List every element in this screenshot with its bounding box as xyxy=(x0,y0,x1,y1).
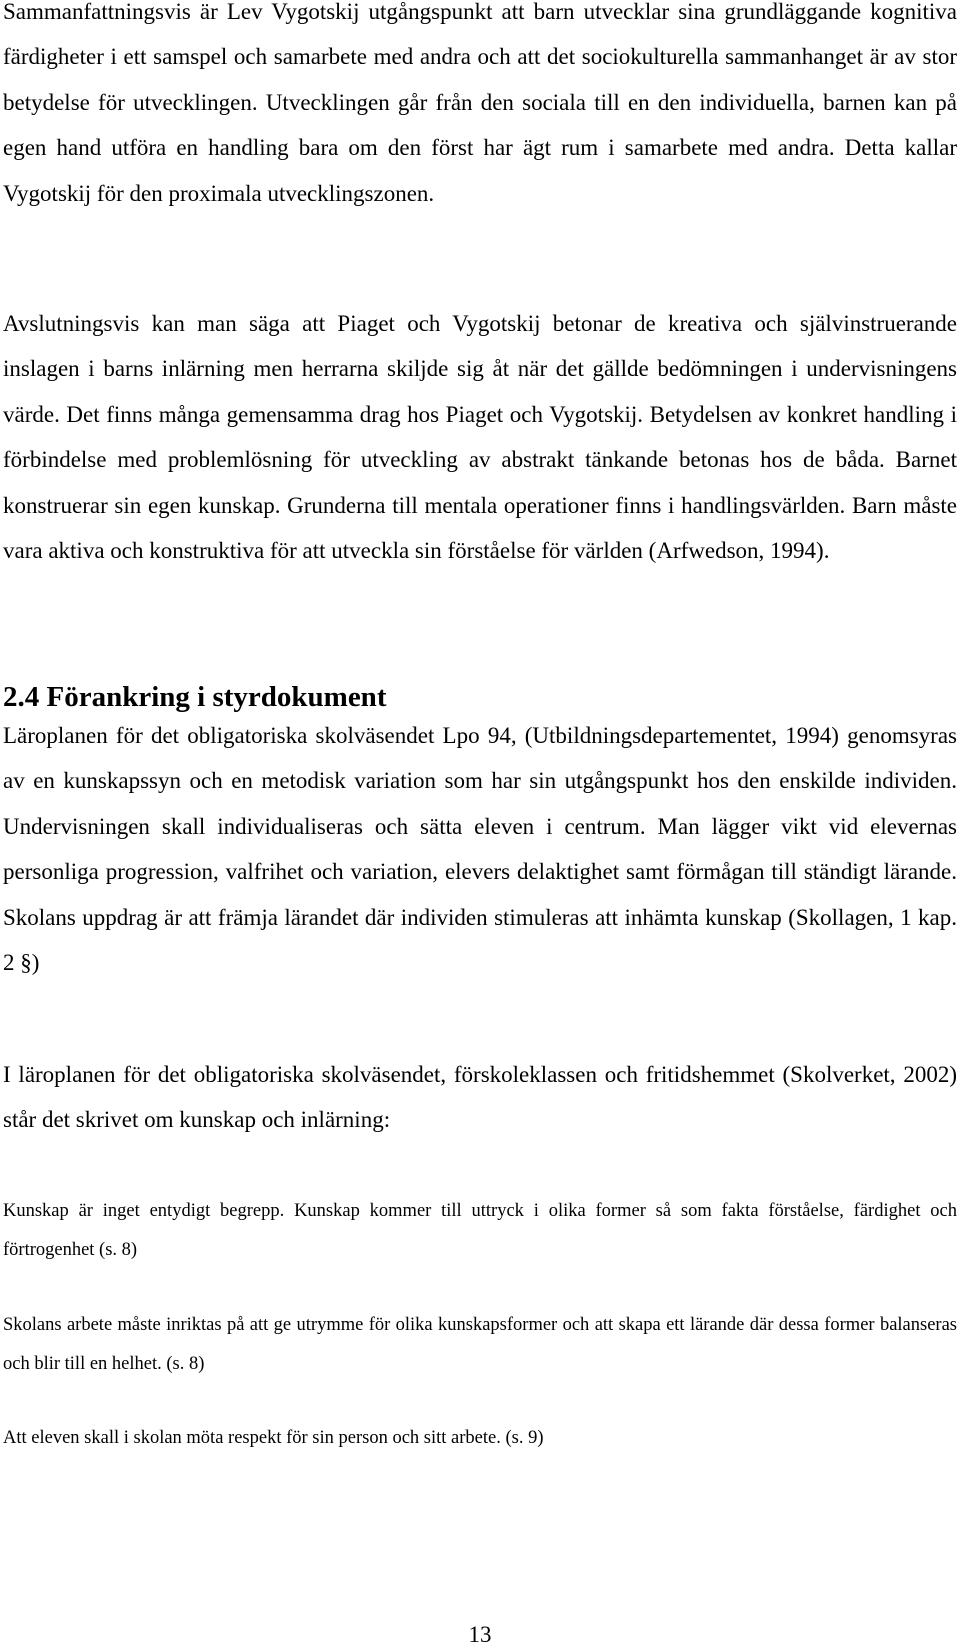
quote-respekt: Att eleven skall i skolan möta respekt för sin person och sitt arbete. (s. 9) xyxy=(3,1428,544,1448)
section-heading: 2.4 Förankring i styrdokument xyxy=(3,681,387,713)
paragraph-skolverket-intro: I läroplanen för det obligatoriska skolväsendet, förskoleklassen och fritidshemmet (Skolverket, 2002) står det skrivet om kunskap och inlärning: xyxy=(3,1062,957,1133)
paragraph-lpo94: Läroplanen för det obligatoriska skolväsendet Lpo 94, (Utbildningsdepartementet, 1994) genomsyras av en kunskapssyn och en metodisk variation som har sin utgångspunkt hos den enskilde individen. Undervisningen skall individualiseras och sätta eleven i centrum. Man lägger vikt vid elevernas personliga progression, valfrihet och variation, elevers delaktighet samt förmågan till ständigt lärande. Skolans uppdrag är att främja lärandet där individen stimuleras att inhämta kunskap (Skollagen, 1 kap. 2 §) xyxy=(3,723,957,976)
quote-kunskap-begrepp: Kunskap är inget entydigt begrepp. Kunskap kommer till uttryck i olika former så som fakta förståelse, färdighet och förtrogenhet (s. 8) xyxy=(3,1201,957,1260)
paragraph-vygotskij-summary: Sammanfattningsvis är Lev Vygotskij utgångspunkt att barn utvecklar sina grundläggande kognitiva färdigheter i ett samspel och samarbete med andra och att det sociokulturella sammanhanget är av stor betydelse för utvecklingen. Utvecklingen går från den sociala till en den individuella, barnen kan på egen hand utföra en handling bara om den först har ägt rum i samarbete med andra. Detta kallar Vygotskij för den proximala utvecklingszonen. xyxy=(3,0,957,206)
paragraph-piaget-vygotskij-conclusion: Avslutningsvis kan man säga att Piaget och Vygotskij betonar de kreativa och självinstruerande inslagen i barns inlärning men herrarna skiljde sig åt när det gällde bedömningen i undervisningens värde. Det finns många gemensamma drag hos Piaget och Vygotskij. Betydelsen av konkret handling i förbindelse med problemlösning för utveckling av abstrakt tänkande betonas hos de båda. Barnet konstruerar sin egen kunskap. Grunderna till mentala operationer finns i handlingsvärlden. Barn måste vara aktiva och konstruktiva för att utveckla sin förståelse för världen (Arfwedson, 1994). xyxy=(3,311,957,564)
page-number: 13 xyxy=(468,1622,492,1647)
quote-skolans-arbete: Skolans arbete måste inriktas på att ge utrymme för olika kunskapsformer och att skapa ett lärande där dessa former balanseras och blir till en helhet. (s. 8) xyxy=(3,1315,957,1374)
